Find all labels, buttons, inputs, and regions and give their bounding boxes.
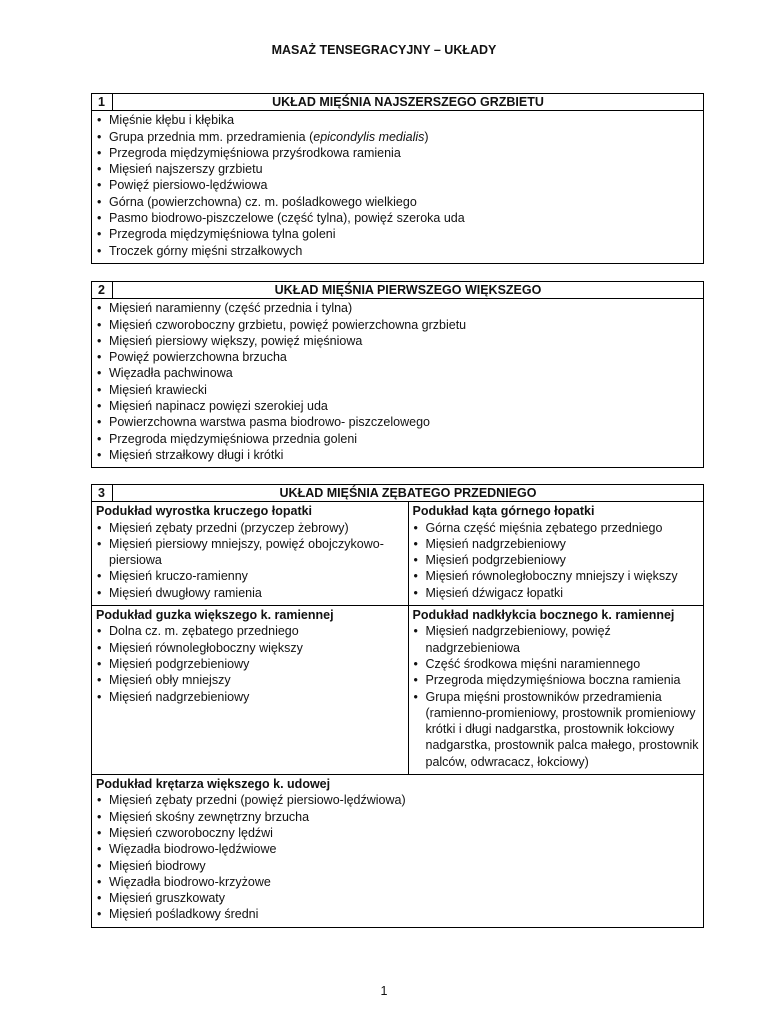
section-number: 1	[92, 94, 113, 111]
section-body	[92, 111, 704, 264]
list-item: • Mięsień obły mniejszy	[96, 672, 404, 688]
list-item: • Mięsień piersiowy większy, powięź mięśniowa	[96, 333, 699, 349]
list-item: • Pasmo biodrowo-piszczelowe (część tylna), powięź szeroka uda	[96, 210, 699, 226]
bullet-list	[96, 300, 699, 463]
list-item: • Przegroda międzymięśniowa przednia goleni	[96, 431, 699, 447]
subsystem-title: Podukład nadkłykcia bocznego k. ramiennej	[412, 608, 675, 623]
list-item: • Mięsień biodrowy	[96, 858, 699, 874]
list-item: • Mięsień dwugłowy ramienia	[96, 585, 404, 601]
list-item: • Powięź piersiowo-lędźwiowa	[96, 177, 699, 193]
subsystem-title: Podukład wyrostka kruczego łopatki	[96, 504, 313, 519]
list-item: • Mięsień czworoboczny lędźwi	[96, 825, 699, 841]
list-item: • Mięsień naramienny (część przednia i tylna)	[96, 300, 699, 316]
item-text: )	[424, 129, 429, 144]
subsystem-title: Podukład kąta górnego łopatki	[412, 504, 595, 519]
list-item: • Mięsień podgrzebieniowy	[96, 656, 404, 672]
list-item: • Mięsień strzałkowy długi i krótki	[96, 447, 699, 463]
list-item: • Mięsień zębaty przedni (przyczep żebrowy)	[96, 520, 404, 536]
list-item: • Mięsień nadgrzebieniowy	[96, 689, 404, 705]
bullet-list	[96, 623, 404, 704]
bullet-list	[96, 112, 699, 259]
list-item: • Więzadła biodrowo-krzyżowe	[96, 874, 699, 890]
list-item: • Mięsień czworoboczny grzbietu, powięź powierzchowna grzbietu	[96, 317, 699, 333]
bullet-list	[96, 520, 404, 601]
list-item: • Mięsień podgrzebieniowy	[413, 552, 700, 568]
list-item: • Mięsień skośny zewnętrzny brzucha	[96, 809, 699, 825]
subsystem-cell	[92, 502, 409, 606]
subsystem-cell	[408, 502, 704, 606]
list-item: • Grupa mięśni prostowników przedramienia (ramienno-promieniowy, prostownik promieniowy krótki i długi nadgarstka, prostownik łokciowy nadgarstka, prostownik palca małego, prostownik palców, odwracacz, łokciowy)	[413, 689, 700, 770]
section-1-table	[91, 93, 704, 264]
list-item: • Więzadła pachwinowa	[96, 365, 699, 381]
list-item: • Mięsień piersiowy mniejszy, powięź obojczykowo-piersiowa	[96, 536, 404, 569]
subsystem-cell	[92, 606, 409, 775]
list-item	[96, 129, 699, 145]
item-italic-text: epicondylis medialis	[313, 129, 425, 144]
list-item: • Przegroda międzymięśniowa tylna goleni	[96, 226, 699, 242]
bullet-list	[96, 792, 699, 922]
subsystem-cell	[92, 775, 704, 928]
list-item: • Mięsień równoległoboczny mniejszy i większy	[413, 568, 700, 584]
list-item: • Mięsień nadgrzebieniowy	[413, 536, 700, 552]
page-number: 1	[380, 984, 388, 998]
list-item: • Mięsień najszerszy grzbietu	[96, 161, 699, 177]
section-heading: UKŁAD MIĘŚNIA NAJSZERSZEGO GRZBIETU	[113, 94, 704, 111]
list-item: • Mięsień pośladkowy średni	[96, 906, 699, 922]
list-item: • Mięśnie kłębu i kłębika	[96, 112, 699, 128]
item-text: Grupa przednia mm. przedramienia (	[109, 129, 314, 144]
list-item: • Mięsień dźwigacz łopatki	[413, 585, 700, 601]
subsystem-title: Podukład guzka większego k. ramiennej	[96, 608, 334, 623]
list-item: • Mięsień nadgrzebieniowy, powięź nadgrzebieniowa	[413, 623, 700, 656]
section-number: 2	[92, 282, 113, 299]
section-heading: UKŁAD MIĘŚNIA PIERWSZEGO WIĘKSZEGO	[113, 282, 704, 299]
list-item: • Mięsień równoległoboczny większy	[96, 640, 404, 656]
list-item: • Przegroda międzymięśniowa boczna ramienia	[413, 672, 700, 688]
bullet-list	[413, 623, 700, 770]
list-item: • Mięsień napinacz powięzi szerokiej uda	[96, 398, 699, 414]
list-item: • Mięsień kruczo-ramienny	[96, 568, 404, 584]
section-2-table	[91, 281, 704, 468]
section-3-table	[91, 484, 704, 928]
subsystem-cell	[408, 606, 704, 775]
list-item: • Górna część mięśnia zębatego przedniego	[413, 520, 700, 536]
list-item: • Przegroda międzymięśniowa przyśrodkowa ramienia	[96, 145, 699, 161]
list-item: • Troczek górny mięśni strzałkowych	[96, 243, 699, 259]
list-item: • Dolna cz. m. zębatego przedniego	[96, 623, 404, 639]
section-body	[92, 299, 704, 468]
list-item: • Więzadła biodrowo-lędźwiowe	[96, 841, 699, 857]
list-item: • Powięź powierzchowna brzucha	[96, 349, 699, 365]
list-item: • Powierzchowna warstwa pasma biodrowo- piszczelowego	[96, 414, 699, 430]
list-item: • Mięsień gruszkowaty	[96, 890, 699, 906]
list-item: • Część środkowa mięśni naramiennego	[413, 656, 700, 672]
list-item: • Górna (powierzchowna) cz. m. pośladkowego wielkiego	[96, 194, 699, 210]
subsystem-title: Podukład krętarza większego k. udowej	[96, 777, 331, 792]
list-item: • Mięsień zębaty przedni (powięź piersiowo-lędźwiowa)	[96, 792, 699, 808]
section-number: 3	[92, 485, 113, 502]
page-title: MASAŻ TENSEGRACYJNY – UKŁADY	[271, 43, 497, 57]
bullet-list	[413, 520, 700, 601]
list-item: • Mięsień krawiecki	[96, 382, 699, 398]
section-heading: UKŁAD MIĘŚNIA ZĘBATEGO PRZEDNIEGO	[113, 485, 704, 502]
